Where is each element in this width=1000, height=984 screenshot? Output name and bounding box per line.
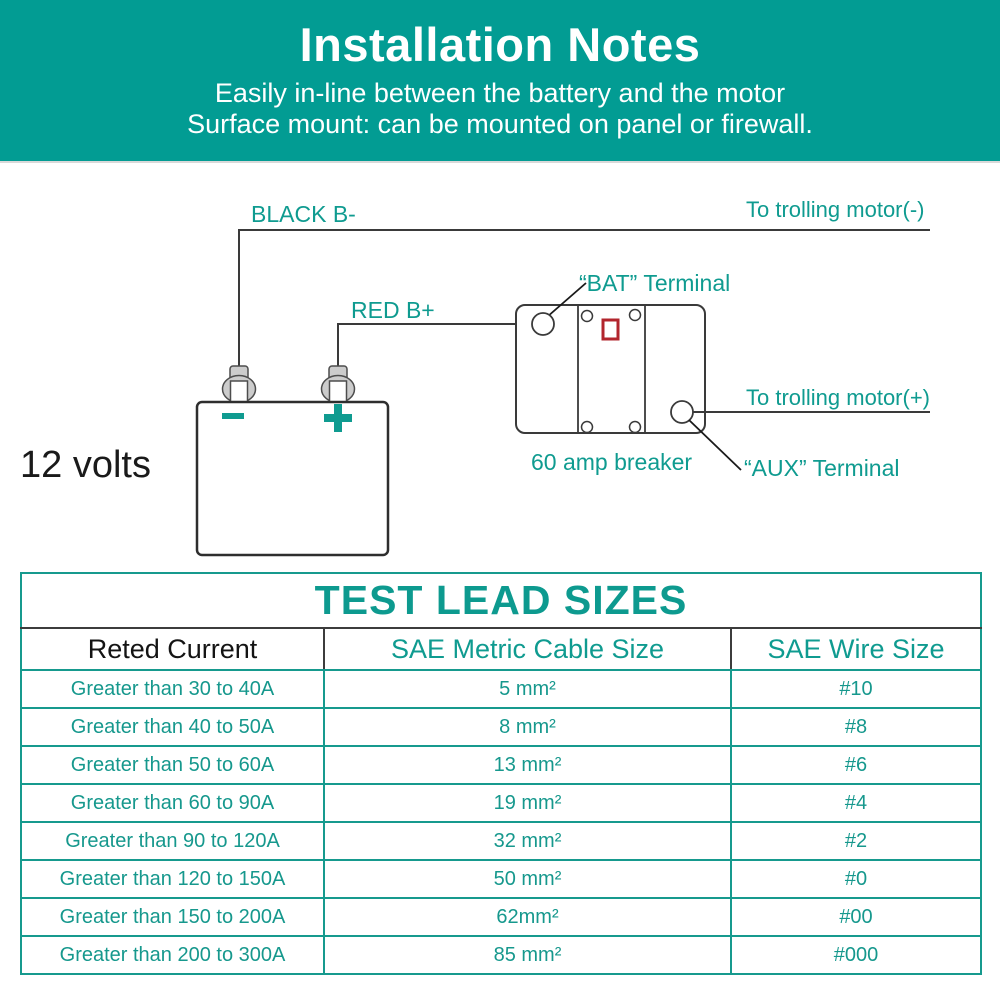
table-row — [21, 822, 981, 860]
cell-current: Greater than 150 to 200A — [21, 898, 324, 936]
red-wire-label: RED B+ — [351, 297, 435, 323]
cell-metric: 85 mm² — [324, 936, 731, 974]
cell-current: Greater than 40 to 50A — [21, 708, 324, 746]
trolling-motor-positive-label: To trolling motor(+) — [746, 385, 931, 410]
table-row — [21, 898, 981, 936]
cell-current: Greater than 200 to 300A — [21, 936, 324, 974]
cell-metric: 32 mm² — [324, 822, 731, 860]
aux-terminal-label: “AUX” Terminal — [744, 455, 900, 481]
cell-wire: #0 — [731, 860, 981, 898]
table-row — [21, 860, 981, 898]
cell-metric: 62mm² — [324, 898, 731, 936]
battery-voltage-label: 12 volts — [20, 444, 151, 486]
hero-subtitle-line2: Surface mount: can be mounted on panel or firewall. — [187, 109, 813, 139]
test-lead-sizes-table — [20, 572, 982, 975]
cell-metric: 50 mm² — [324, 860, 731, 898]
cell-current: Greater than 90 to 120A — [21, 822, 324, 860]
bat-terminal-label: “BAT” Terminal — [579, 270, 731, 296]
cell-wire: #4 — [731, 784, 981, 822]
battery-negative-terminal-icon — [223, 366, 256, 403]
cell-metric: 5 mm² — [324, 670, 731, 708]
table-row — [21, 936, 981, 974]
cell-current: Greater than 30 to 40A — [21, 670, 324, 708]
battery-body — [197, 402, 388, 555]
column-header-rated-current: Reted Current — [21, 628, 324, 670]
cell-current: Greater than 60 to 90A — [21, 784, 324, 822]
bat-terminal-stud — [532, 313, 554, 335]
column-header-sae-wire-size: SAE Wire Size — [731, 628, 981, 670]
cell-current: Greater than 120 to 150A — [21, 860, 324, 898]
cell-wire: #10 — [731, 670, 981, 708]
column-header-sae-metric-cable-size: SAE Metric Cable Size — [324, 628, 731, 670]
table-row — [21, 708, 981, 746]
cell-metric: 19 mm² — [324, 784, 731, 822]
cell-metric: 8 mm² — [324, 708, 731, 746]
cell-wire: #6 — [731, 746, 981, 784]
battery-positive-terminal-icon — [322, 366, 355, 403]
black-wire-label: BLACK B- — [251, 201, 356, 227]
table-row — [21, 746, 981, 784]
cell-current: Greater than 50 to 60A — [21, 746, 324, 784]
red-positive-wire — [338, 324, 543, 370]
cell-wire: #8 — [731, 708, 981, 746]
cell-metric: 13 mm² — [324, 746, 731, 784]
breaker-label: 60 amp breaker — [531, 449, 693, 475]
table-header-row — [21, 628, 981, 670]
hero-subtitle-line1: Easily in-line between the battery and the motor — [214, 78, 786, 108]
table-row — [21, 670, 981, 708]
trolling-motor-negative-label: To trolling motor(-) — [746, 197, 925, 222]
cell-wire: #00 — [731, 898, 981, 936]
page-title: Installation Notes — [299, 18, 701, 71]
table-title-row — [21, 573, 981, 628]
cell-wire: #000 — [731, 936, 981, 974]
aux-terminal-leader-line — [689, 420, 741, 470]
cell-wire: #2 — [731, 822, 981, 860]
table-title: TEST LEAD SIZES — [21, 573, 981, 628]
table-row — [21, 784, 981, 822]
battery-minus-icon — [222, 413, 244, 419]
